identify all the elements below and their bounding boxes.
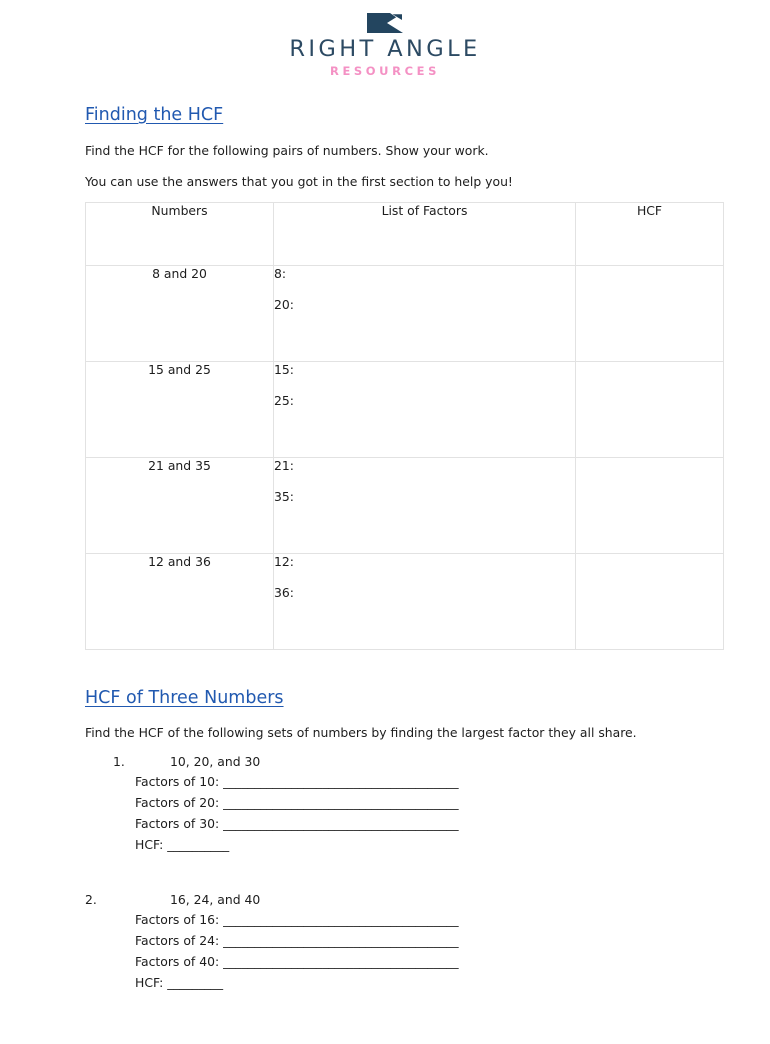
right-angle-logo-icon <box>363 10 407 36</box>
answer-label: Factors of 16: <box>135 912 220 927</box>
answer-line[interactable] <box>85 977 685 998</box>
cell-hcf-answer[interactable] <box>576 362 724 458</box>
answer-line[interactable] <box>85 797 685 818</box>
brand-logo <box>0 10 770 77</box>
cell-factors[interactable] <box>274 362 576 458</box>
exercise-number: 1. <box>113 754 125 769</box>
cell-numbers: 21 and 35 <box>86 458 274 554</box>
answer-line[interactable] <box>85 914 685 935</box>
logo-wordmark: RIGHT ANGLE <box>289 36 481 62</box>
cell-factors[interactable] <box>274 554 576 650</box>
hcf-pairs-table <box>85 202 724 650</box>
factor-line-a: 12: <box>274 554 294 569</box>
factor-line-b: 36: <box>274 585 294 600</box>
cell-factors[interactable] <box>274 458 576 554</box>
section1-instruction-1: Find the HCF for the following pairs of numbers. Show your work. <box>85 143 489 158</box>
column-header-list-of-factors: List of Factors <box>274 203 576 266</box>
cell-numbers: 15 and 25 <box>86 362 274 458</box>
answer-label: HCF: <box>135 975 164 990</box>
exercise-head <box>85 756 685 776</box>
exercise-head <box>85 894 685 914</box>
cell-hcf-answer[interactable] <box>576 458 724 554</box>
answer-blank[interactable]: ______________________________________ <box>223 912 459 927</box>
answer-label: Factors of 20: <box>135 795 220 810</box>
answer-line[interactable] <box>85 956 685 977</box>
answer-label: Factors of 30: <box>135 816 220 831</box>
section2-instruction: Find the HCF of the following sets of numbers by finding the largest factor they all share. <box>85 725 637 740</box>
table-header-row <box>86 203 724 266</box>
table-row <box>86 266 724 362</box>
column-header-hcf: HCF <box>576 203 724 266</box>
table-row <box>86 458 724 554</box>
answer-line[interactable] <box>85 776 685 797</box>
answer-label: Factors of 10: <box>135 774 220 789</box>
cell-factors[interactable] <box>274 266 576 362</box>
answer-blank[interactable]: __________ <box>167 837 230 852</box>
answer-line[interactable] <box>85 818 685 839</box>
exercise-title: 10, 20, and 30 <box>170 754 261 769</box>
cell-numbers: 12 and 36 <box>86 554 274 650</box>
answer-line[interactable] <box>85 839 685 860</box>
section-heading-finding-the-hcf[interactable]: Finding the HCF <box>85 105 224 125</box>
exercise-item <box>85 894 685 998</box>
answer-line[interactable] <box>85 935 685 956</box>
exercise-number: 2. <box>85 892 97 907</box>
factor-line-a: 21: <box>274 458 294 473</box>
answer-blank[interactable]: ______________________________________ <box>223 933 459 948</box>
answer-label: HCF: <box>135 837 164 852</box>
answer-label: Factors of 24: <box>135 933 220 948</box>
section-heading-hcf-of-three-numbers[interactable]: HCF of Three Numbers <box>85 688 284 708</box>
factor-line-a: 8: <box>274 266 287 281</box>
logo-tagline: RESOURCES <box>330 63 440 78</box>
factor-line-b: 35: <box>274 489 294 504</box>
answer-blank[interactable]: ______________________________________ <box>223 774 459 789</box>
column-header-numbers: Numbers <box>86 203 274 266</box>
answer-blank[interactable]: ______________________________________ <box>223 954 459 969</box>
exercise-title: 16, 24, and 40 <box>170 892 261 907</box>
answer-label: Factors of 40: <box>135 954 220 969</box>
cell-hcf-answer[interactable] <box>576 554 724 650</box>
answer-blank[interactable]: _________ <box>167 975 224 990</box>
cell-numbers: 8 and 20 <box>86 266 274 362</box>
section1-instruction-2: You can use the answers that you got in the first section to help you! <box>85 174 513 189</box>
table-row <box>86 362 724 458</box>
factor-line-b: 20: <box>274 297 294 312</box>
exercise-item <box>85 756 685 860</box>
table-row <box>86 554 724 650</box>
answer-blank[interactable]: ______________________________________ <box>223 795 459 810</box>
factor-line-a: 15: <box>274 362 294 377</box>
answer-blank[interactable]: ______________________________________ <box>223 816 459 831</box>
factor-line-b: 25: <box>274 393 294 408</box>
cell-hcf-answer[interactable] <box>576 266 724 362</box>
